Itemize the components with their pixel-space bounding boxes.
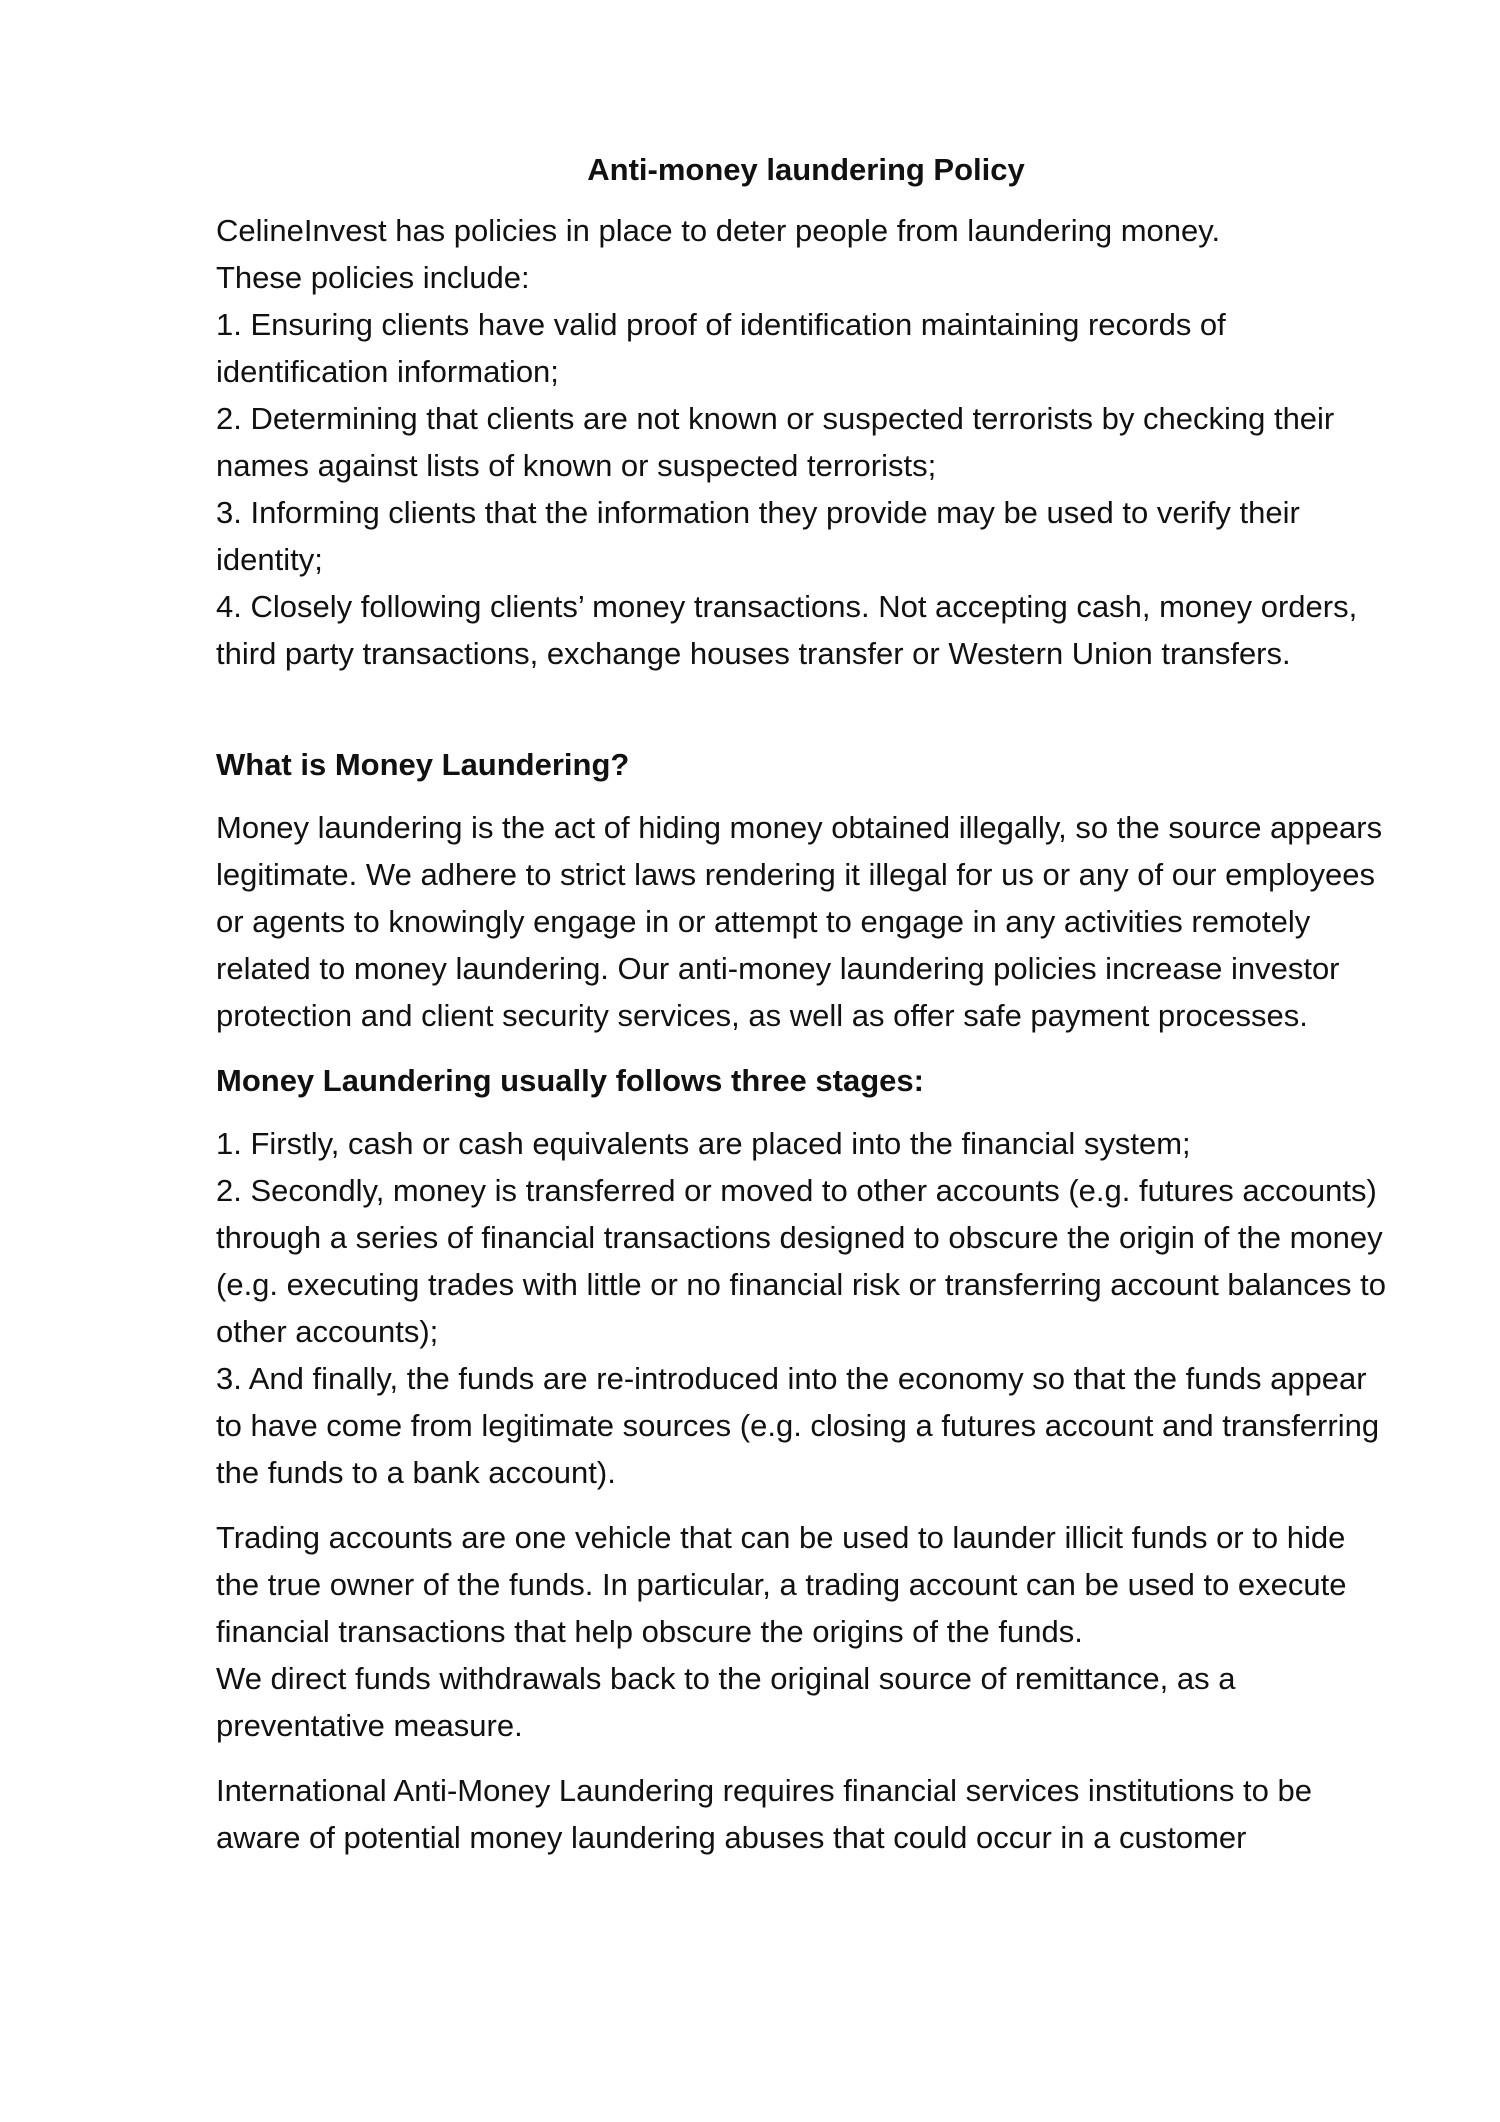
intro-section bbox=[216, 207, 1396, 677]
stage-item-3: 3. And finally, the funds are re-introduced into the economy so that the funds appear to have come from legitimate sources (e.g. closing a futures account and transferring the funds to a bank account). bbox=[216, 1361, 1380, 1490]
intro-item-2: 2. Determining that clients are not known or suspected terrorists by checking their names against lists of known or suspected terrorists; bbox=[216, 401, 1335, 483]
stage-item-1: 1. Firstly, cash or cash equivalents are placed into the financial system; bbox=[216, 1126, 1191, 1161]
section-paragraph-what-is: Money laundering is the act of hiding money obtained illegally, so the source appears legitimate. We adhere to strict laws rendering it illegal for us or any of our employees or agents to knowingly engage in or attempt to engage in any activities remotely related to money laundering. Our anti-money laundering policies increase investor protection and client security services, as well as offer safe payment processes. bbox=[216, 810, 1383, 1033]
intro-line-1: CelineInvest has policies in place to deter people from laundering money. bbox=[216, 213, 1221, 248]
international-aml-paragraph bbox=[216, 1767, 1396, 1861]
international-paragraph: International Anti-Money Laundering requires financial services institutions to be aware of potential money laundering abuses that could occur in a customer bbox=[216, 1773, 1312, 1855]
trading-paragraph-line-1: Trading accounts are one vehicle that can be used to launder illicit funds or to hide the true owner of the funds. In particular, a trading account can be used to execute financial transactions that help obscure the origins of the funds. bbox=[216, 1520, 1347, 1649]
intro-line-2: These policies include: bbox=[216, 260, 530, 295]
intro-item-3: 3. Informing clients that the information they provide may be used to verify their identity; bbox=[216, 495, 1300, 577]
section-heading-three-stages: Money Laundering usually follows three stages: bbox=[216, 1063, 924, 1098]
document-title: Anti-money laundering Policy bbox=[587, 152, 1025, 187]
section-what-is-money-laundering bbox=[216, 741, 1396, 1039]
intro-item-1: 1. Ensuring clients have valid proof of identification maintaining records of identification information; bbox=[216, 307, 1226, 389]
document-content bbox=[216, 146, 1396, 1879]
trading-accounts-paragraph bbox=[216, 1514, 1396, 1749]
trading-paragraph-line-2: We direct funds withdrawals back to the original source of remittance, as a preventative measure. bbox=[216, 1661, 1236, 1743]
section-three-stages bbox=[216, 1057, 1396, 1496]
section-heading-what-is: What is Money Laundering? bbox=[216, 747, 630, 782]
stage-item-2: 2. Secondly, money is transferred or moved to other accounts (e.g. futures accounts) through a series of financial transactions designed to obscure the origin of the money (e.g. executing trades with little or no financial risk or transferring account balances to other accounts); bbox=[216, 1173, 1386, 1349]
section-spacer bbox=[216, 695, 1396, 741]
intro-item-4: 4. Closely following clients’ money transactions. Not accepting cash, money orders, third party transactions, exchange houses transfer or Western Union transfers. bbox=[216, 589, 1358, 671]
